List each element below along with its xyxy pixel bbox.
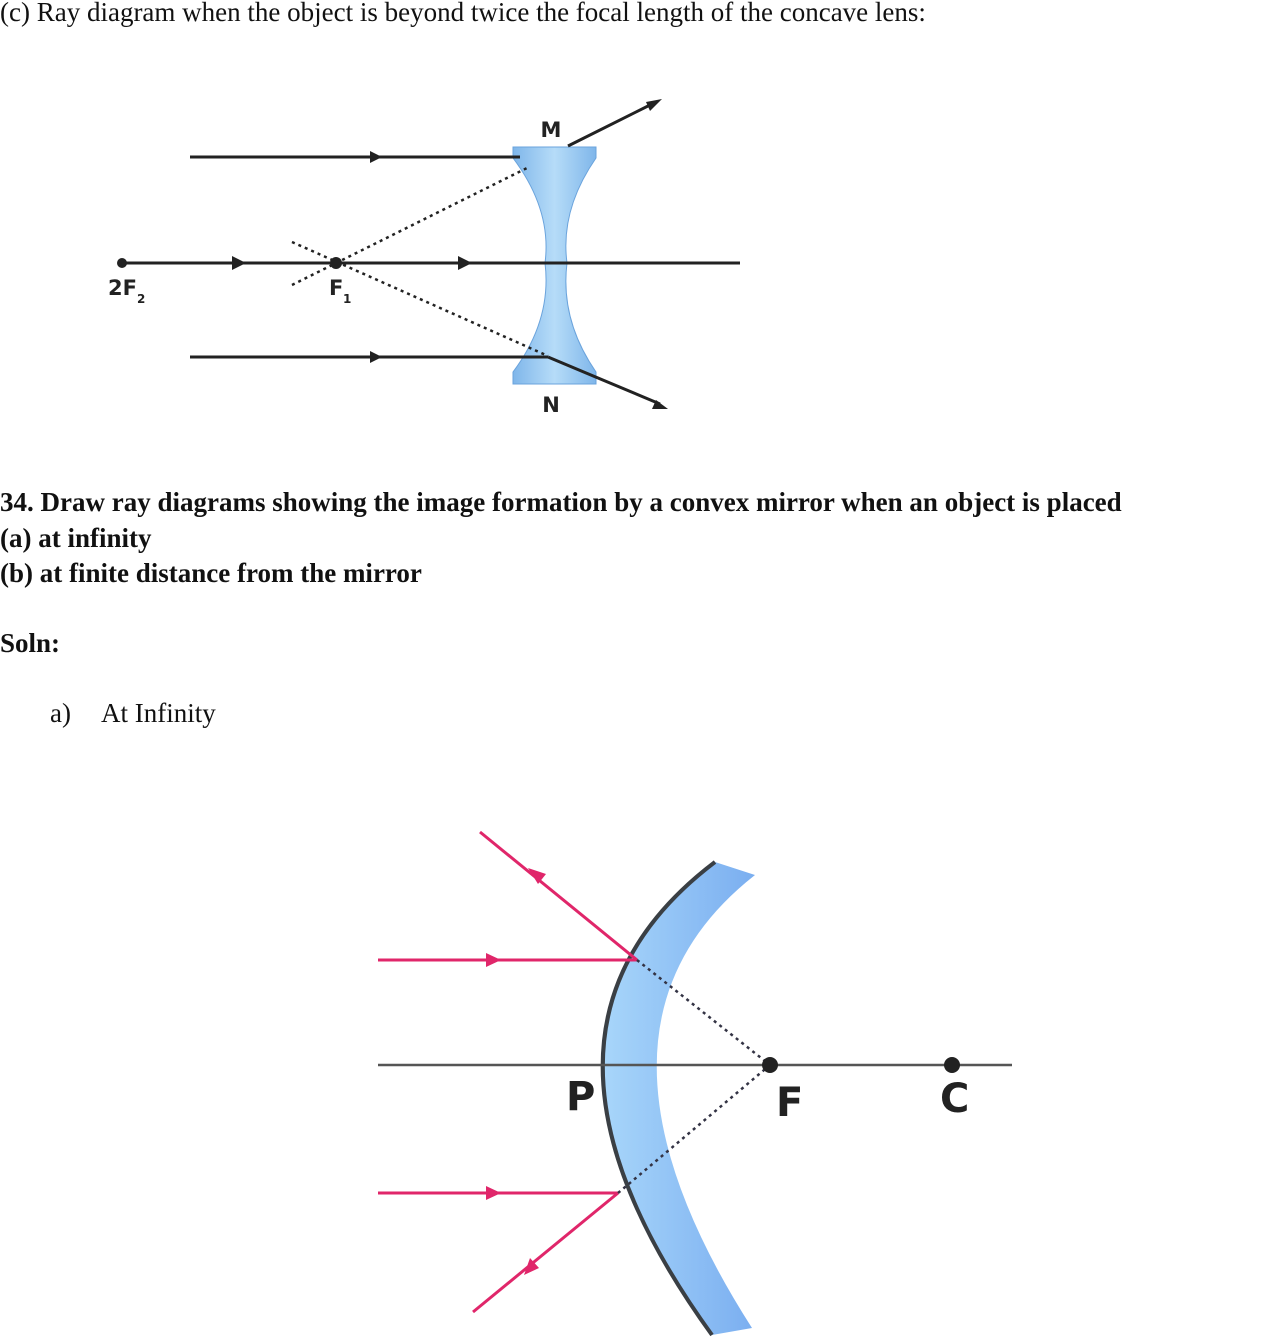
label-m: M <box>540 118 562 142</box>
label-f: F <box>329 276 344 300</box>
arrow-icon <box>646 99 662 111</box>
reflected-ray-top <box>480 832 637 960</box>
label-2f: 2F <box>108 276 137 300</box>
point-2f2 <box>117 258 127 268</box>
label-f: F <box>776 1080 804 1126</box>
concave-lens <box>513 147 596 384</box>
arrow-icon <box>458 256 472 270</box>
label-c: C <box>940 1076 970 1122</box>
point-f1 <box>330 257 342 269</box>
question-part-a: (a) at infinity <box>0 523 152 553</box>
mirror-reflecting-surface <box>603 862 715 1335</box>
solution-heading: Soln: <box>0 628 61 658</box>
virtual-ray-bottom <box>618 1065 770 1193</box>
arrow-icon <box>486 953 501 967</box>
point-f <box>762 1057 778 1073</box>
virtual-ray-top <box>637 960 770 1065</box>
arrow-icon <box>370 351 382 363</box>
item-text: At Infinity <box>101 698 216 728</box>
arrow-icon <box>486 1186 501 1200</box>
arrow-icon <box>232 256 246 270</box>
lens-caption: (c) Ray diagram when the object is beyond twice the focal length of the concave lens: <box>0 0 926 27</box>
label-f-subscript: 1 <box>343 292 352 306</box>
reflected-ray-bottom <box>473 1193 618 1312</box>
convex-mirror <box>603 862 755 1335</box>
virtual-ray-top <box>292 168 527 285</box>
refracted-ray-top <box>568 104 652 146</box>
arrow-icon <box>370 151 382 163</box>
arrow-icon <box>528 868 546 884</box>
label-p: P <box>566 1074 596 1120</box>
concave-lens-ray-diagram <box>0 0 1269 460</box>
question-34: 34. Draw ray diagrams showing the image formation by a convex mirror when an object is placed <box>0 487 1122 517</box>
arrow-icon <box>524 1258 539 1275</box>
item-marker: a) <box>50 698 71 728</box>
question-part-b: (b) at finite distance from the mirror <box>0 558 422 588</box>
label-n: N <box>542 393 560 417</box>
point-c <box>944 1057 960 1073</box>
label-2f-subscript: 2 <box>137 292 146 306</box>
